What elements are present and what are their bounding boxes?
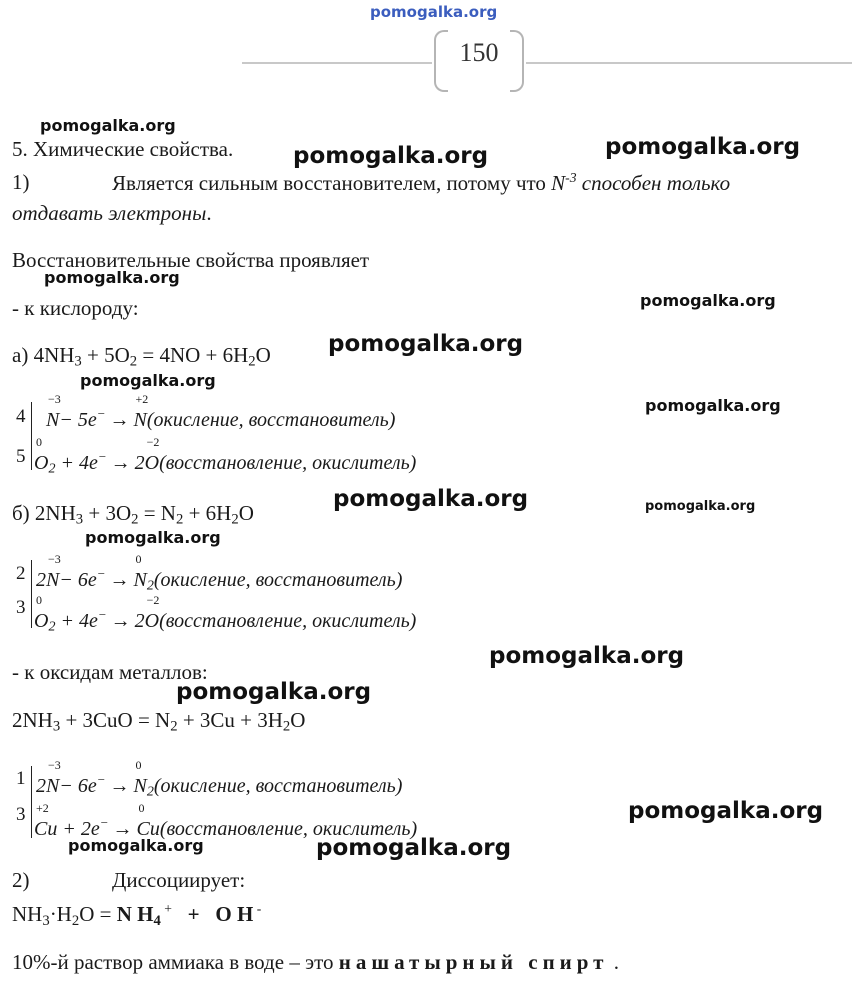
element-symbol: N [133,774,147,797]
arrow-icon: → [110,451,131,474]
coefficient: 2 [134,609,145,632]
eq-sub: 2 [146,784,154,800]
eq-sub: 2 [170,718,178,735]
element [46,391,61,431]
section-heading: 5. Химические свойства. [12,137,234,161]
paragraph-text: Является сильным восстановителем, потому что [112,171,552,196]
eq-sub: 2 [282,718,291,735]
eq-part: NH [12,902,43,927]
oxidation-state: −2 [146,434,160,449]
watermark: pomogalka.org [80,371,216,390]
oxidation-state: 0 [36,434,42,449]
item-number: 2) [12,868,30,892]
element-symbol: N [133,408,147,431]
balance-coef: 2 [16,563,26,584]
watermark: pomogalka.org [316,835,512,861]
eq-sub: 2 [248,353,256,370]
term-bold: нашатырный спирт [338,950,609,974]
element [46,551,61,591]
element-symbol: N [46,408,60,431]
charge: − [97,607,107,622]
paragraph-italic: способен только [576,171,731,196]
eq-part: O = [79,902,117,927]
eq-sub: 3 [74,353,82,370]
ion-ammonium: N H [116,902,154,927]
element-symbol: O [34,451,49,474]
eq-part: ·H [49,902,72,927]
balance-coef: 5 [16,446,26,467]
eq-sub: 2 [175,511,184,528]
watermark: pomogalka.org [176,679,372,705]
element [34,800,58,840]
page-number: 150 [459,38,499,67]
electrons: − 6e [59,774,97,797]
paragraph-text: Диссоциирует: [112,868,246,892]
balance-coef: 3 [16,597,26,618]
coefficient: 2 [36,568,46,591]
oxidation-state: −3 [48,551,61,566]
ammonia-sentence [12,950,619,975]
electrons: − 6e [59,568,97,591]
nitrogen-symbol: N [551,171,566,196]
eq-part: + 3O [83,501,132,525]
watermark: pomogalka.org [645,499,756,514]
charge: + [160,901,172,916]
watermark: pomogalka.org [40,116,176,135]
element [34,434,49,474]
element-symbol: O [144,451,160,474]
eq-part: + 5O [81,343,130,367]
element [34,592,49,632]
subheading-metal-oxides: - к оксидам металлов: [12,660,208,684]
oxidation-state: 0 [138,800,145,815]
eq-sub: 2 [48,619,56,635]
balance-note: (окисление, восстановитель) [153,774,403,797]
arrow-icon: → [109,774,130,797]
element-symbol: Cu [136,817,160,840]
balance-bar [31,766,32,838]
header-rule-left [242,62,432,64]
charge: − [96,772,106,787]
element [133,757,147,797]
element-symbol: N [46,568,60,591]
eq-part: O [238,501,254,525]
reaction-c [12,708,305,736]
balance-note: (восстановление, окислитель) [159,451,417,474]
eq-sub: 2 [231,511,239,528]
eq-sub: 3 [75,511,84,528]
arrow-icon: → [109,568,130,591]
watermark: pomogalka.org [333,486,529,512]
paragraph-line [112,170,730,196]
eq-sub: 4 [153,912,161,929]
restoring-text: Восстановительные свойства проявляет [12,248,370,272]
oxidation-state: 0 [135,551,142,566]
element [46,757,61,797]
eq-part: = 4NO + 6H [137,343,249,367]
element-symbol: Cu [34,817,58,840]
element [144,434,160,474]
element [136,800,160,840]
charge: - [253,901,262,916]
watermark: pomogalka.org [640,291,776,310]
watermark: pomogalka.org [489,643,685,669]
oxidation-state: −3 [48,391,61,406]
oxidation-state: 0 [135,757,142,772]
watermark: pomogalka.org [605,134,801,160]
balance-note: (окисление, восстановитель) [146,408,396,431]
balance-coef: 1 [16,768,26,789]
subheading-oxygen: - к кислороду: [12,296,139,320]
reaction-a [12,343,271,371]
paragraph-italic: отдавать электроны [12,201,207,225]
eq-part: = N [138,501,176,525]
page-number-box [434,30,524,88]
charge: − [96,566,106,581]
balance-bar [31,560,32,628]
item-number: 1) [12,170,30,194]
eq-sub: 3 [52,718,61,735]
electrons: + 2e [57,817,100,840]
balance-line [36,551,403,594]
arrow-icon: → [109,408,130,431]
eq-part: 2NH [12,708,53,732]
balance-note: (окисление, восстановитель) [153,568,403,591]
element [144,592,160,632]
eq-sub: 2 [146,578,154,594]
electrons: + 4e [55,609,98,632]
eq-sub: 2 [71,912,80,929]
eq-part: + 3CuO = N [60,708,171,732]
eq-part: б) 2NH [12,501,76,525]
eq-sub: 3 [42,912,50,929]
eq-part: + 6H [183,501,232,525]
oxidation-state: +2 [135,391,149,406]
charge: − [97,449,107,464]
balance-line [34,592,417,635]
dissociation-equation [12,901,261,930]
electrons: + 4e [55,451,98,474]
oxidation-state: −3 [48,757,61,772]
coefficient: 2 [134,451,145,474]
arrow-icon: → [112,817,133,840]
watermark: pomogalka.org [628,798,824,824]
eq-part: + 3Cu + 3H [177,708,283,732]
balance-line [36,757,403,800]
eq-part: а) 4NH [12,343,75,367]
reaction-b [12,501,254,529]
element-symbol: N [133,568,147,591]
electrons: − 5e [59,408,97,431]
eq-sub: 2 [131,511,139,528]
eq-sub: 2 [129,353,138,370]
sentence-text: 10%-й раствор аммиака в воде – это [12,950,339,974]
oxidation-state: 0 [36,592,42,607]
oxidation-state: +2 [36,800,49,815]
balance-bar [31,402,32,470]
watermark: pomogalka.org [85,528,221,547]
eq-part: O [255,343,271,367]
header-rule-right [526,62,852,64]
balance-line [46,391,396,432]
oxidation-state: -3 [565,170,577,185]
charge: − [96,406,106,421]
site-header-link[interactable]: pomogalka.org [370,3,498,21]
eq-part: O [290,708,306,732]
arrow-icon: → [110,609,131,632]
period: . [608,950,619,974]
balance-note: (восстановление, окислитель) [159,817,418,840]
balance-coef: 3 [16,804,26,825]
balance-line [34,434,417,477]
element [133,551,147,591]
ion-hydroxide: + O H [171,902,254,927]
element-symbol: O [144,609,160,632]
charge: − [99,815,109,830]
watermark: pomogalka.org [44,268,180,287]
balance-line [34,800,418,841]
oxidation-state: −2 [146,592,160,607]
balance-coef: 4 [16,406,26,427]
eq-sub: 2 [48,461,56,477]
coefficient: 2 [36,774,46,797]
watermark: pomogalka.org [328,331,524,357]
paragraph-line-2 [12,201,212,226]
element [133,391,149,431]
watermark: pomogalka.org [293,143,489,169]
element-symbol: O [34,609,49,632]
watermark: pomogalka.org [68,836,204,855]
balance-note: (восстановление, окислитель) [159,609,417,632]
watermark: pomogalka.org [645,396,781,415]
element-symbol: N [46,774,60,797]
period: . [206,201,212,225]
